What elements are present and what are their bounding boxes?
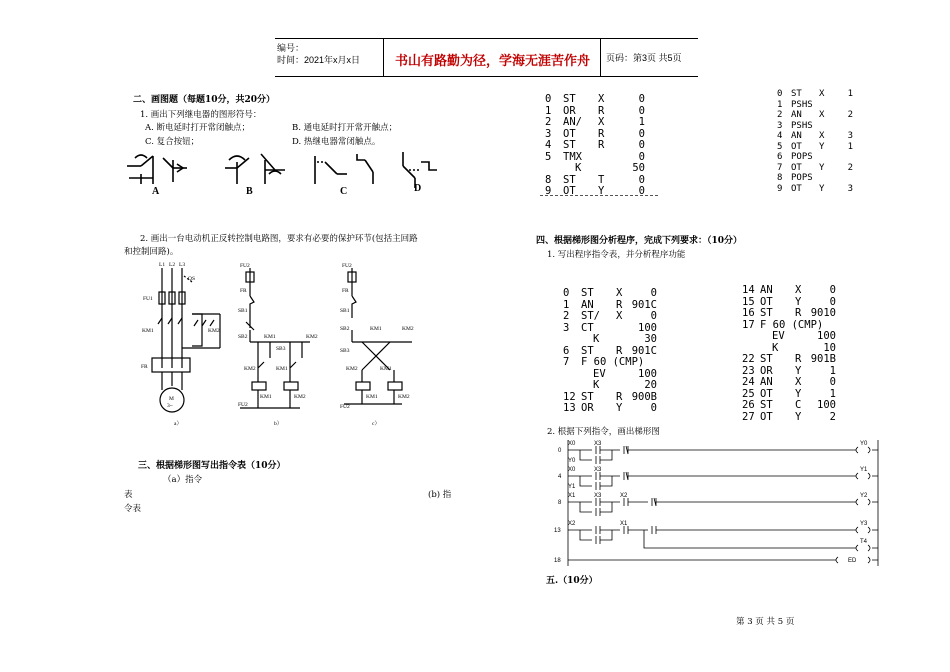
code-cell: EV [772,330,785,342]
code-cell: Y [616,402,623,414]
code-cell: R [598,139,605,151]
code-cell: 1 [829,387,836,400]
svg-text:X0: X0 [568,441,576,447]
code-cell: 1 [847,89,853,99]
code-cell: Y [598,185,605,197]
code-cell: OT [791,183,802,194]
code-cell: 30 [644,333,657,345]
code-cell: T [598,173,605,186]
code-cell: X [819,131,825,141]
code-cell: 14 [742,284,755,296]
svg-text:X3: X3 [594,467,602,473]
code-cell: OR [581,402,594,414]
program-row [742,342,852,354]
svg-text:X2: X2 [620,493,628,499]
caption-b: b） [274,421,283,427]
header-divider [600,39,601,76]
code-cell: ST/ [581,310,600,322]
code-cell: 0 [829,376,836,388]
code-cell: 3 [847,131,853,141]
code-cell: 3 [563,321,570,334]
code-cell: R [795,353,802,365]
svg-text:KM2: KM2 [402,326,414,332]
program-row [563,402,673,414]
program-row [777,173,867,184]
code-cell: 7 [563,356,570,368]
code-cell: 5 [545,150,552,163]
code-cell: 20 [644,379,657,391]
code-cell: AN [581,298,594,311]
code-cell: ST [760,399,773,411]
program-row [545,174,655,186]
code-cell: AN [791,131,802,141]
section2-q1: 1. 画出下列继电器的图形符号： [140,110,262,120]
program-row [742,319,852,331]
code-cell: 7 [777,162,783,173]
label-motor: M [169,396,174,402]
code-cell: AN [791,110,802,120]
code-cell: 1 [563,298,570,311]
label-fu1: FU1 [143,296,153,302]
program-row [777,121,867,132]
label-l1: L1 [159,262,166,268]
svg-text:X0: X0 [568,467,576,473]
code-cell: 50 [632,162,645,174]
code-cell: X [819,89,825,99]
svg-text:13: 13 [554,528,561,534]
code-cell: OT [760,387,773,400]
code-cell: F 60 (CMP) [581,356,645,368]
header-motto: 书山有路勤为径，学海无涯苦作舟 [395,54,591,69]
footer-page: 第 3 页 共 5 页 [736,617,795,627]
code-cell: K [575,162,582,174]
program-row [742,307,852,319]
svg-text:SB2: SB2 [340,326,350,332]
svg-text:KM1: KM1 [380,366,392,372]
code-cell: 2 [563,310,570,322]
program-row [742,388,852,400]
svg-text:FU2: FU2 [340,404,350,410]
section3-b-label: (b) 指 [428,490,452,500]
option-a: A. 断电延时打开常闭触点； [145,123,251,133]
code-cell: 0 [638,185,645,197]
code-cell: 901B [810,353,836,365]
section3-a-label: （a）指令 [163,475,203,485]
program-row [742,365,852,377]
label-motor-phase: 3~ [167,403,173,409]
svg-text:KM1: KM1 [370,326,382,332]
code-cell: ST [581,344,594,357]
program-2-listing [777,89,867,199]
code-cell: 0 [777,89,783,99]
code-cell: 901C [631,344,657,357]
code-cell: Y [795,295,802,308]
label-l2: L2 [169,262,176,268]
code-cell: 901C [631,298,657,311]
svg-text:KM2: KM2 [346,366,358,372]
code-cell: PSHS [791,99,813,110]
program-3-listing [563,287,673,422]
code-cell: 12 [563,390,576,403]
code-cell: X [598,116,605,128]
code-cell: 2 [847,110,853,120]
code-cell: Y [819,183,825,194]
code-cell: 100 [638,367,657,380]
svg-text:FU2: FU2 [238,402,248,408]
code-cell: K [593,333,600,345]
svg-text:SB1: SB1 [340,308,350,314]
relay-symbols [125,148,445,198]
program-row [563,299,673,311]
code-cell: 2 [829,410,836,423]
code-cell: 23 [742,364,755,377]
program-row [777,131,867,142]
program-row [777,100,867,111]
code-cell: 0 [638,127,645,140]
symbol-label-c: C [340,186,348,197]
label-km1: KM1 [142,328,154,334]
ladder-diagram [556,438,886,568]
code-cell: 26 [742,399,755,411]
code-cell: ST [760,353,773,365]
code-cell: 17 [742,318,755,331]
svg-text:X2: X2 [568,521,576,527]
code-cell: Y [795,387,802,400]
code-cell: X [795,284,802,296]
code-cell: 100 [817,330,836,342]
section3-a-cont: 表 [124,490,133,500]
svg-text:FR: FR [240,288,247,294]
code-cell: X [616,310,623,322]
program-row [742,399,852,411]
program-row [545,116,655,128]
program-row [777,142,867,153]
code-cell: ST [791,89,802,99]
svg-text:KM2: KM2 [398,394,410,400]
svg-text:Y2: Y2 [860,493,868,499]
program-row [563,391,673,403]
code-cell: 1 [777,99,783,110]
code-cell: 8 [545,173,552,186]
svg-text:SB3: SB3 [276,346,286,352]
code-cell: C [795,399,802,411]
code-cell: 0 [829,284,836,296]
section2-title: 二、画图题（每题10分，共20分） [133,95,276,105]
svg-text:T4: T4 [860,539,868,545]
program-row [563,345,673,357]
caption-c: c） [372,421,380,427]
program-row [742,353,852,365]
program-row [545,128,655,140]
code-label: 编号： [277,43,305,53]
code-cell: ST [563,173,576,186]
code-cell: 1 [829,364,836,377]
code-cell: 15 [742,295,755,308]
program-row [563,310,673,322]
code-cell: 3 [847,183,853,194]
code-cell: X [616,287,623,299]
code-cell: OT [760,410,773,423]
code-cell: EV [593,367,606,380]
program-row [563,333,673,345]
time-label: 时间：2021年x月x日 [277,55,361,65]
code-cell: ST [581,390,594,403]
code-cell: K [772,341,779,354]
code-cell: R [598,127,605,140]
program-row [777,152,867,163]
code-cell: 2 [777,110,783,120]
code-cell: R [616,390,623,403]
code-cell: 0 [650,402,657,414]
section2-q2-line1: 2. 画出一台电动机正反转控制电路图，要求有必要的保护环节(包括主回路 [140,234,418,244]
code-cell: 0 [650,287,657,299]
code-cell: 8 [777,173,783,183]
code-cell: 10 [823,341,836,354]
code-cell: POPS [791,152,813,162]
svg-text:Y0: Y0 [568,458,576,464]
code-cell: R [616,344,623,357]
code-cell: 25 [742,387,755,400]
header-meta [277,42,360,79]
code-cell: 0 [650,310,657,322]
label-fr: FR [141,364,148,370]
code-cell: OT [791,141,802,152]
section3-b-cont: 令表 [124,504,142,514]
code-cell: 6 [563,344,570,357]
svg-text:SB2: SB2 [238,334,248,340]
program-row [742,330,852,342]
code-cell: 100 [817,399,836,411]
code-cell: 0 [545,93,552,105]
svg-text:KM2: KM2 [306,334,318,340]
program-row [545,162,655,174]
code-cell: 9 [777,183,783,194]
code-cell: Y [819,141,825,152]
code-cell: X [795,376,802,388]
program-row [545,105,655,117]
code-cell: R [795,307,802,319]
svg-text:X3: X3 [594,493,602,499]
program-row [742,296,852,308]
caption-a: a） [174,421,182,427]
section5-title: 五.（10分） [546,576,598,586]
code-cell: OT [791,162,802,173]
code-cell: AN/ [563,116,582,128]
svg-text:Y3: Y3 [860,521,868,527]
symbol-label-a: A [152,186,160,197]
svg-text:KM2: KM2 [294,394,306,400]
code-cell: ST [760,307,773,319]
program-row [777,110,867,121]
program-row [742,411,852,423]
code-cell: F 60 (CMP) [760,318,824,331]
svg-text:KM1: KM1 [260,394,272,400]
code-cell: 16 [742,307,755,319]
program-row [777,89,867,100]
svg-text:X1: X1 [568,493,576,499]
svg-text:4: 4 [558,474,562,480]
code-cell: 5 [777,141,783,152]
program-row [742,284,852,296]
svg-text:8: 8 [558,500,562,506]
code-cell: Y [819,162,825,173]
svg-text:SB3: SB3 [340,348,350,354]
program-row [563,356,673,368]
symbol-label-b: B [246,186,253,197]
svg-text:0: 0 [558,448,562,454]
program-row [545,93,655,105]
symbol-label-d: D [414,183,422,194]
code-cell: OT [563,185,576,197]
svg-text:FU2: FU2 [240,263,250,269]
program-row [545,151,655,163]
header-page-label: 页码：第3页 共5页 [606,53,682,63]
code-cell: 1 [638,116,645,128]
header-table [275,38,698,77]
code-cell: R [616,298,623,311]
svg-text:KM2: KM2 [244,366,256,372]
code-cell: X [598,93,605,105]
svg-text:SB1: SB1 [238,308,248,314]
code-cell: TMX [563,150,582,163]
svg-text:KM1: KM1 [264,334,276,340]
code-cell: 100 [638,321,657,334]
code-cell: 3 [777,120,783,131]
code-cell: AN [760,284,773,296]
svg-text:X3: X3 [594,441,602,447]
code-cell: 0 [638,104,645,117]
option-b: B. 通电延时打开常开触点； [292,123,398,133]
code-cell: 1 [545,104,552,117]
section4-title: 四、根据梯形图分析程序，完成下列要求：（10分） [536,236,743,246]
code-cell: 0 [563,287,570,299]
code-cell: 22 [742,353,755,365]
header-divider [383,39,384,76]
code-cell: 4 [777,131,783,141]
code-cell: ST [563,139,576,151]
code-cell: Y [795,364,802,377]
code-cell: 9 [545,185,552,197]
label-km2: KM2 [208,328,220,334]
svg-text:KM1: KM1 [276,366,288,372]
code-cell: AN [760,376,773,388]
code-cell: OR [760,364,773,377]
code-cell: 13 [563,402,576,414]
code-cell: 2 [545,116,552,128]
program-row [742,376,852,388]
code-cell: K [593,379,600,391]
code-cell: 0 [638,139,645,151]
code-cell: OR [563,104,576,117]
program-row [563,368,673,380]
program-1-underline [540,195,658,196]
code-cell: 0 [829,295,836,308]
program-row [545,139,655,151]
code-cell: ST [563,93,576,105]
section4-q1: 1. 写出程序指令表，并分析程序功能 [547,250,686,260]
code-cell: 24 [742,376,755,388]
code-cell: X [819,110,825,120]
svg-text:FR: FR [342,288,349,294]
code-cell: 3 [545,127,552,140]
code-cell: 0 [638,150,645,163]
program-row [777,184,867,195]
program-row [563,379,673,391]
code-cell: 6 [777,152,783,162]
code-cell: Y [795,410,802,423]
svg-text:Y1: Y1 [568,484,576,490]
code-cell: R [598,104,605,117]
option-d: D. 热继电器常闭触点。 [292,137,381,147]
label-qs: QS [188,276,196,282]
code-cell: ST [581,287,594,299]
code-cell: 4 [545,139,552,151]
code-cell: 9010 [810,307,836,319]
code-cell: 27 [742,410,755,423]
label-l3: L3 [179,262,186,268]
code-cell: 1 [847,141,853,152]
code-cell: 0 [638,93,645,105]
code-cell: OT [760,295,773,308]
svg-text:18: 18 [554,558,561,564]
motor-circuit-diagram [140,258,450,428]
code-cell: 2 [847,162,853,173]
code-cell: CT [581,321,594,334]
section3-title: 三、根据梯形图写出指令表（10分） [138,461,286,471]
svg-text:KM1: KM1 [366,394,378,400]
code-cell: 900B [631,390,657,403]
svg-text:ED: ED [848,558,857,564]
svg-text:Y0: Y0 [860,441,868,447]
program-4-listing [742,284,852,424]
option-c: C. 复合按钮； [145,137,200,147]
svg-text:X1: X1 [620,521,628,527]
code-cell: PSHS [791,120,813,131]
program-1-listing [545,93,655,203]
code-cell: POPS [791,173,813,183]
code-cell: 0 [638,173,645,186]
section2-q2-line2: 和控制回路)。 [124,247,179,257]
program-row [777,163,867,174]
section4-q2: 2. 根据下列指令，画出梯形图 [547,427,660,437]
svg-text:Y1: Y1 [860,467,868,473]
svg-text:FU2: FU2 [342,263,352,269]
program-row [563,322,673,334]
code-cell: OT [563,127,576,140]
program-row [563,287,673,299]
